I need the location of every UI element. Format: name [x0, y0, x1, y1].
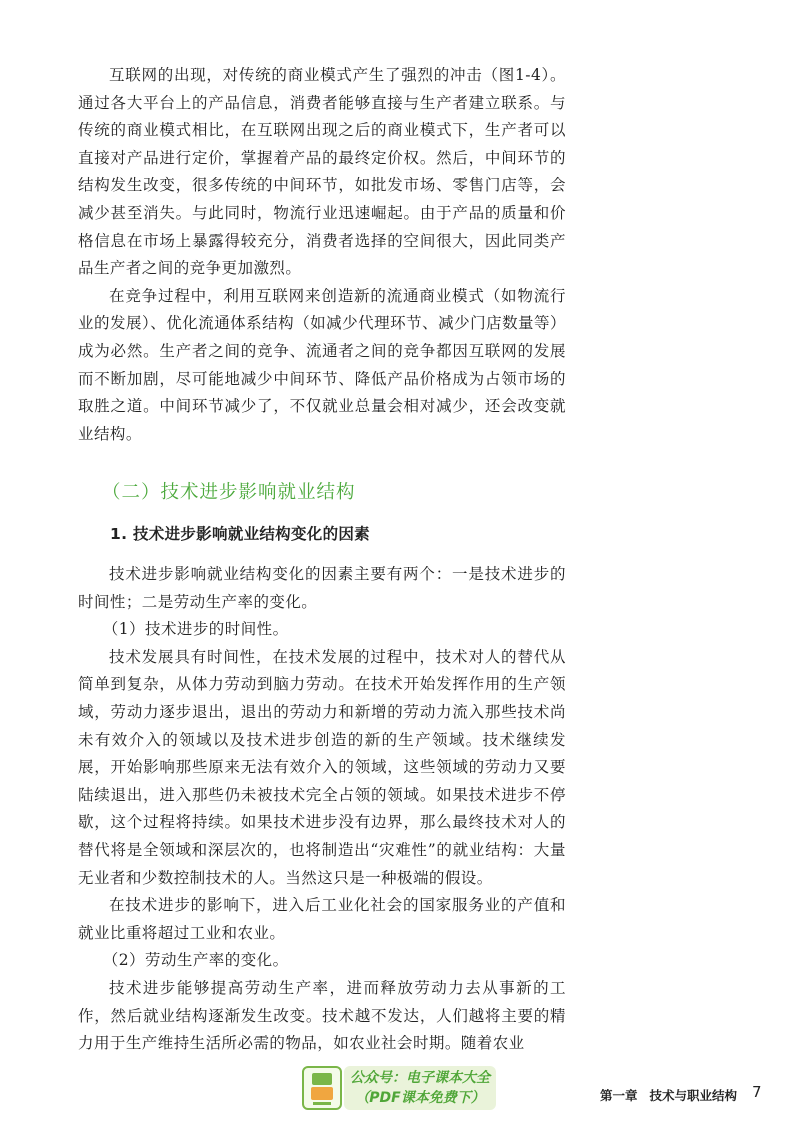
page-number: 7	[752, 1083, 762, 1101]
item1-title: （1）技术进步的时间性。	[102, 620, 289, 639]
book-logo-icon	[302, 1066, 342, 1110]
paragraph-post-industrial: 在技术进步的影响下，进入后工业化社会的国家服务业的产值和就业比重将超过工业和农业。	[78, 896, 566, 942]
watermark-text	[344, 1066, 496, 1110]
chapter-title: 技术与职业结构	[649, 1088, 738, 1103]
paragraph-internet-impact: 互联网的出现，对传统的商业模式产生了强烈的冲击（图1-4）。通过各大平台上的产品信息，消费者能够直接与生产者建立联系。与传统的商业模式相比，在互联网出现之后的商业模式下，生产者可以直接对产品进行定价，掌握着产品的最终定价权。然后，中间环节的结构发生改变，很多传统的中间环节，如批发市场、零售门店等，会减少甚至消失。与此同时，物流行业迅速崛起。由于产品的质量和价格信息在市场上暴露得较充分，消费者选择的空间很大，因此同类产品生产者之间的竞争更加激烈。	[78, 66, 566, 278]
body-block-tech-progress	[78, 561, 566, 1058]
section-heading: （二）技术进步影响就业结构	[102, 482, 356, 503]
watermark-line1: 公众号：电子课本大全	[350, 1070, 490, 1086]
watermark-badge	[300, 1064, 500, 1114]
paragraph-competition: 在竞争过程中，利用互联网来创造新的流通商业模式（如物流行业的发展）、优化流通体系结构（如减少代理环节、减少门店数量等）成为必然。生产者之间的竞争、流通者之间的竞争都因互联网的发展而不断加剧，尽可能地减少中间环节、降低产品价格成为占领市场的取胜之道。中间环节减少了，不仅就业总量会相对减少，还会改变就业结构。	[78, 286, 566, 443]
body-block-internet	[78, 62, 566, 448]
paragraph-intro: 技术进步影响就业结构变化的因素主要有两个：一是技术进步的时间性；二是劳动生产率的变化。	[78, 565, 566, 611]
sub-heading: 1. 技术进步影响就业结构变化的因素	[110, 525, 370, 543]
item2-title: （2）劳动生产率的变化。	[102, 951, 289, 970]
watermark-line2: （PDF课本免费下）	[355, 1090, 485, 1106]
running-footer	[600, 1086, 737, 1104]
chapter-label: 第一章	[600, 1088, 638, 1103]
paragraph-productivity: 技术进步能够提高劳动生产率，进而释放劳动力去从事新的工作，然后就业结构逐渐发生改变。技术越不发达，人们越将主要的精力用于生产维持生活所必需的物品，如农业社会时期。随着农业	[78, 978, 566, 1053]
paragraph-timeliness: 技术发展具有时间性，在技术发展的过程中，技术对人的替代从简单到复杂，从体力劳动到脑力劳动。在技术开始发挥作用的生产领域，劳动力逐步退出，退出的劳动力和新增的劳动力流入那些技术尚未有效介入的领域以及技术进步创造的新的生产领域。技术继续发展，开始影响那些原来无法有效介入的领域，这些领域的劳动力又要陆续退出，进入那些仍未被技术完全占领的领域。如果技术进步不停歇，这个过程将持续。如果技术进步没有边界，那么最终技术对人的替代将是全领域和深层次的，也将制造出“灾难性”的就业结构：大量无业者和少数控制技术的人。当然这只是一种极端的假设。	[78, 647, 566, 887]
